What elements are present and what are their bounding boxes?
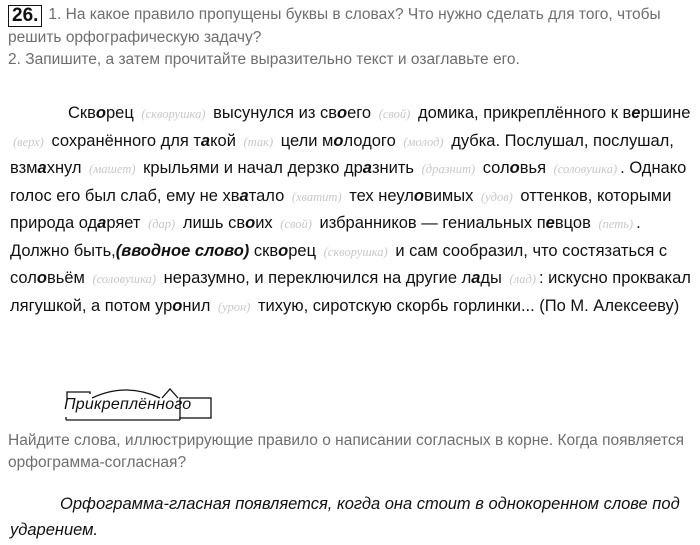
check-word-hint: (свой) (280, 217, 312, 231)
check-word-hint: (лад) (509, 272, 537, 286)
vowel-letter: а (97, 214, 107, 232)
vowel-letter: о (333, 131, 344, 150)
check-word-hint: (дар) (148, 217, 176, 231)
vowel-letter: о (413, 186, 424, 205)
text-fragment: Послушал, послушал, взм (10, 131, 674, 177)
check-word-hint: (хватит) (291, 189, 342, 204)
check-word-hint: (скворушка) (323, 244, 388, 259)
vowel-letter: а (471, 269, 481, 287)
text-fragment: знить (371, 159, 415, 177)
introductory-word-note: (вводное слово) (115, 241, 250, 260)
answer-body: Орфограмма-гласная появляется, когда она стоит в однокоренном слове под ударением. (10, 495, 680, 539)
check-word-hint: (петь) (598, 217, 634, 231)
check-word-hint: (свой) (378, 107, 411, 121)
exercise-number: 26. (8, 5, 42, 27)
task-header (8, 4, 692, 71)
text-fragment: нил (182, 296, 211, 315)
parsed-word: Прикреплённого (64, 396, 192, 413)
text-fragment: Скв (68, 104, 96, 122)
text-fragment: тало (248, 186, 285, 205)
vowel-letter: о (95, 104, 106, 122)
text-fragment: кой (210, 131, 236, 150)
text-fragment: лодого (343, 131, 396, 150)
text-fragment: сохранённого для т (51, 131, 201, 150)
check-word-hint: (скворушка) (141, 107, 206, 121)
vowel-letter: о (337, 104, 348, 122)
text-fragment: крыльями и начал дерзко др (143, 159, 363, 177)
check-word-hint: (молод) (403, 134, 444, 149)
check-word-hint: (так) (243, 134, 274, 149)
text-fragment: вимых (423, 186, 474, 205)
answer-text (10, 491, 694, 543)
text-fragment: вцов (554, 214, 591, 232)
text-fragment: ды (480, 269, 502, 287)
text-fragment: вья (519, 159, 547, 177)
text-fragment: ршине (640, 104, 691, 122)
text-fragment: оттенков, которыми природа од (10, 186, 672, 232)
text-fragment: тихую, сиротскую скорбь (257, 296, 449, 315)
vowel-letter: о (278, 241, 289, 260)
vowel-letter: о (509, 159, 520, 177)
text-fragment: их (255, 214, 273, 232)
text-fragment: . Должно быть, (10, 214, 641, 260)
text-fragment: рец (288, 241, 317, 260)
question-text: Найдите слова, иллюстрирующие правило о написании согласных в корне. Когда появляется орфограмма-согласная? (8, 432, 684, 471)
check-word-hint: (машет) (89, 162, 136, 176)
text-fragment: неразумно, и переключился на другие л (163, 269, 472, 287)
text-fragment: лишь (182, 214, 224, 232)
text-fragment: : искусно (539, 269, 608, 287)
text-fragment: хнул (46, 159, 82, 177)
vowel-letter: а (37, 159, 47, 177)
check-word-hint: (дразнит) (421, 162, 476, 176)
text-fragment: избранников — гениальных п (319, 214, 546, 232)
text-fragment: к в (610, 104, 632, 122)
check-word-hint: (удов) (480, 189, 513, 204)
text-fragment: скв (253, 241, 279, 260)
main-text (10, 100, 694, 320)
vowel-letter: е (631, 104, 641, 122)
task-item-2: 2. Запишите, а затем прочитайте выразительно текст и озаглавьте его. (8, 51, 520, 68)
vowel-letter: а (362, 159, 372, 177)
check-word-hint: (верх) (13, 134, 44, 149)
vowel-letter: о (172, 296, 183, 315)
vowel-letter: е (545, 214, 555, 232)
text-fragment: и сам сообразил, что состязаться с сол (10, 241, 668, 287)
text-fragment: . Однако голос его был слаб, ему не хв (10, 159, 687, 205)
text-fragment: высунулся из св (213, 104, 337, 122)
text-fragment: рец (106, 104, 134, 122)
check-word-hint: (соловушка) (553, 162, 618, 176)
text-fragment: вьём (46, 269, 85, 287)
check-word-hint: (урон) (217, 299, 251, 314)
check-word-hint: (соловушка) (92, 272, 157, 286)
morpheme-parse (64, 384, 216, 424)
text-fragment: его (347, 104, 372, 122)
text-fragment: горлинки... (По М. Алексееву) (453, 296, 680, 315)
vowel-letter: о (36, 269, 47, 287)
vowel-letter: а (239, 186, 249, 205)
text-fragment: сол (482, 159, 510, 177)
text-fragment: цели м (280, 131, 334, 150)
task-item-1: 1. На какое правило пропущены буквы в словах? Что нужно сделать для того, чтобы решить орфографическую задачу? (8, 6, 661, 46)
text-fragment: проквакал лягушкой, а потом ур (10, 269, 691, 315)
text-fragment: ряет (106, 214, 141, 232)
text-fragment: тех неул (349, 186, 414, 205)
text-fragment: св (228, 214, 246, 232)
text-fragment: домика, прикреплённого (417, 104, 607, 122)
text-fragment: дубка. (451, 131, 501, 150)
vowel-letter: а (200, 131, 211, 150)
vowel-letter: о (245, 214, 256, 232)
